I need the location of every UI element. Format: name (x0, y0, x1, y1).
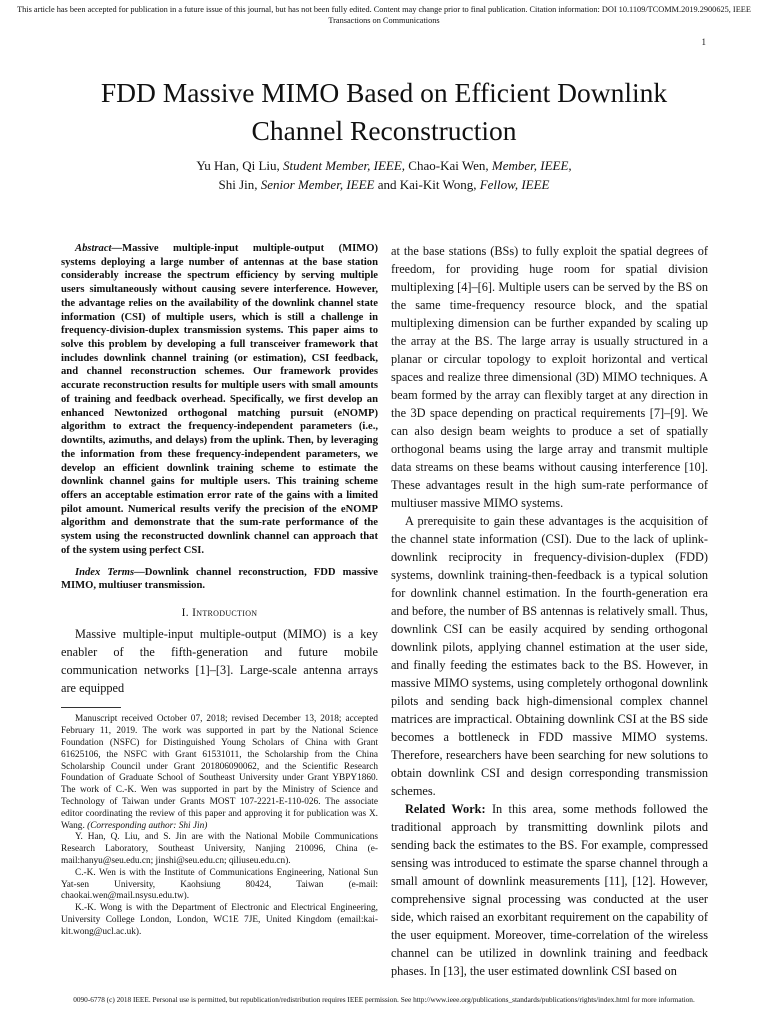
author-names-4: and Kai-Kit Wong, (374, 177, 480, 192)
author-names-2: Chao-Kai Wen, (405, 158, 492, 173)
abstract (61, 242, 378, 558)
abstract-text: —Massive multiple-input multiple-output (MIMO) systems deploying a large number of antennas at the base station considerably increase the spectrum efficiency by serving multiple users simultaneously without causing severe interference. However, the advantage relies on the availability of the downlink channel state information (CSI) of multiple users, which is still a challenge in frequency-division-duplex transmission systems. This paper aims to solve this problem by developing a full transceiver framework that includes downlink channel training (or estimation), CSI feedback, and channel reconstruction schemes. Our framework provides accurate reconstruction results for multiple users with small amounts of training and feedback overhead. Specifically, we first develop an enhanced Newtonized orthogonal matching pursuit (eNOMP) algorithm to extract the frequency-independent parameters (i.e., downtilts, azimuths, and delays) from the uplink. Then, by leveraging the information from these frequency-independent parameters, we develop an efficient downlink training scheme to estimate the downlink channel gains for multiple users. This training scheme offers an acceptable estimation error rate of the gains with a limited pilot amount. Numerical results verify the precision of the eNOMP algorithm and demonstrate that the sum-rate performance of the system using the reconstructed downlink channel can approach that of the system using perfect CSI. (61, 243, 378, 556)
index-terms-text: —Downlink channel reconstruction, FDD massive MIMO, multiuser transmission. (61, 566, 378, 592)
copyright-footer: 0090-6778 (c) 2018 IEEE. Personal use is permitted, but republication/redistribution requires IEEE permission. See http://www.ieee.org/publications_standards/publications/rights/index.html for more information. (73, 995, 695, 1004)
related-work-label: Related Work: (405, 802, 486, 816)
footnote-affiliation-3: K.-K. Wong is with the Department of Electronic and Electrical Engineering, University College London, London, WC1E 7JE, United Kingdom (email:kai-kit.wong@ucl.ac.uk). (61, 903, 378, 937)
author-names-3: Shi Jin, (218, 177, 261, 192)
top-note-line-1: This article has been accepted for publication in a future issue of this journal, but has not been fully edited. Content may change prior to final publication. Citation information: DOI 10.1109/TCOMM.2019.2900625, IEEE (17, 5, 751, 14)
section-heading-introduction (61, 607, 378, 619)
author-list (30, 156, 738, 194)
left-column (61, 242, 378, 938)
right-column (391, 242, 708, 980)
intro-paragraph-1: Massive multiple-input multiple-output (MIMO) is a key enabler of the fifth-generation and future mobile communication networks [1]–[3]. Large-scale antenna arrays are equipped (61, 627, 378, 696)
section-title: Introduction (192, 607, 258, 620)
corresponding-author: (Corresponding author: Shi Jin) (87, 820, 208, 831)
title-line-2: Channel Reconstruction (251, 115, 517, 146)
related-work-text: In this area, some methods followed the traditional approach by transmitting downlink pilots and sending back the estimates to the BS. For example, compressed sensing was introduced to estimate the sparse channel through a small amount of downlink measurements [11], [12]. However, comprehensive signal processing was conducted at the user side, which raised an exorbitant requirement on the capability of the user equipment. Moreover, time-correlation of the wireless channel can be utilized in downlink training and feedback phases. In [13], the user estimated downlink CSI based on (391, 802, 708, 978)
section-number: I. (181, 607, 193, 620)
abstract-label: Abstract (75, 243, 112, 254)
title-line-1: FDD Massive MIMO Based on Efficient Downlink (100, 77, 668, 108)
intro-paragraph-2: A prerequisite to gain these advantages is the acquisition of the channel state information (CSI). Due to the lack of uplink-downlink reciprocity in frequency-division-duplex (FDD) systems, downlink training-then-feedback is a typical solution for downlink channel estimation. In the fourth-generation era and before, the number of BS antennas is relatively small. Thus, downlink CSI can be easily acquired by sending orthogonal downlink pilots, applying channel estimation at the user side, and finally feeding the estimates back to the BS. However, in massive MIMO systems, using completely orthogonal downlink pilots and sending back high-dimensional complex channel matrices are impractical. Obtaining downlink CSI at the BS side becomes a bottleneck in FDD massive MIMO systems. Therefore, researchers have been searching for new solutions to obtain downlink CSI and design corresponding transmission schemes. (391, 514, 708, 798)
footnote-divider (61, 707, 121, 708)
footnote-affiliation-1: Y. Han, Q. Liu, and S. Jin are with the National Mobile Communications Research Laboratory, Southeast University, Nanjing 210096, China (e-mail:hanyu@seu.edu.cn; jinshi@seu.edu.cn; qiliuseu.edu.cn). (61, 832, 378, 866)
index-terms-label: Index Terms (75, 566, 135, 578)
author-role-1: Student Member, IEEE, (283, 158, 406, 173)
footnote-affiliation-2: C.-K. Wen is with the Institute of Communications Engineering, National Sun Yat-sen University, Kaohsiung 80424, Taiwan (e-mail: chaokai.wen@mail.nsysu.edu.tw). (61, 867, 378, 902)
author-role-2: Member, IEEE, (491, 158, 572, 173)
intro-paragraph-1-continued: at the base stations (BSs) to fully exploit the spatial degrees of freedom, for providing huge room for spatial division multiplexing [4]–[6]. Multiple users can be served by the BS on the same time-frequency resource block, and the spatial multiplexing dimension can be further expanded by scaling up the array at the BS. The large array is usually structured in a planar or circular topology to exploit horizontal and vertical spaces and realize three dimensional (3D) MIMO techniques. A beam formed by the array can flexibly target at any direction in the 3D space depending on practical requirements [7]–[9]. We can also design beam weights to produce a set of spatially orthogonal beams using the large array and transmit multiple data streams on these beams without causing interference [10]. These advantages result in the high sum-rate performance of multiuser massive MIMO systems. (391, 244, 708, 510)
paper-title (30, 74, 738, 150)
page-number: 1 (701, 37, 706, 47)
index-terms (61, 566, 378, 594)
footnote-manuscript (61, 714, 378, 832)
top-note-line-2: Transactions on Communications (328, 16, 440, 25)
related-work-paragraph (391, 800, 708, 980)
author-role-4: Fellow, IEEE (479, 177, 550, 192)
footnote-manuscript-text: Manuscript received October 07, 2018; revised December 13, 2018; accepted February 11, 2019. The work was supported in part by the National Science Foundation (NSFC) for Distinguished Young Scholars of China with Grant 61625106, the NSFC with Grant 61531011, the Scholarship from the China Scholarship Council under Grant 201806090062, and the Scientific Research Foundation of Graduate School of Southeast University under Grant YBPY1860. The work of C.-K. Wen was supported in part by the Ministry of Science and Technology of Taiwan under Grants MOST 107-2221-E-110-026. The associate editor coordinating the review of this paper and approving it for publication was X. Wang. (61, 714, 378, 831)
author-role-3: Senior Member, IEEE (260, 177, 375, 192)
author-names-1: Yu Han, Qi Liu, (196, 158, 284, 173)
top-publication-note (0, 4, 768, 26)
